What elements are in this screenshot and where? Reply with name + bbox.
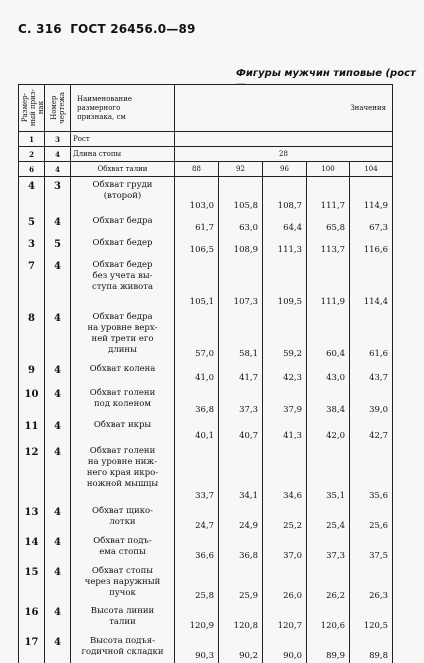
drawing-number: 3 (45, 177, 71, 213)
measurement-value: 106,5 (175, 235, 219, 257)
feature-name: Длина стопы (71, 147, 175, 162)
measurement-value: 39,0 (350, 385, 393, 417)
measurement-value: 25,6 (350, 503, 393, 533)
feature-name: Высота линии талии (71, 603, 175, 633)
measurement-value: 24,7 (175, 503, 219, 533)
measurement-value: 105,1 (175, 257, 219, 309)
measurement-value: 61,6 (350, 309, 393, 361)
measurement-value: 43,0 (307, 361, 350, 385)
feature-number: 2 (19, 147, 45, 162)
feature-value (175, 132, 393, 147)
measurement-value: 25,2 (263, 503, 307, 533)
feature-name: Обхват бедер (71, 235, 175, 257)
measurement-value: 111,3 (263, 235, 307, 257)
feature-number: 7 (19, 257, 45, 309)
measurement-value: 37,9 (263, 385, 307, 417)
waist-size-value: 100 (307, 162, 350, 177)
table-row (19, 417, 393, 443)
measurement-value: 114,4 (350, 257, 393, 309)
table-row (19, 385, 393, 417)
measurement-value: 36,8 (175, 385, 219, 417)
feature-name: Высота подъя- годичной складки (71, 633, 175, 663)
table-header-row (19, 85, 393, 132)
feature-number: 1 (19, 132, 45, 147)
drawing-number: 4 (45, 417, 71, 443)
measurement-value: 37,0 (263, 533, 307, 563)
measurement-value: 33,7 (175, 443, 219, 503)
measurement-value: 41,3 (263, 417, 307, 443)
measurement-value: 120,7 (263, 603, 307, 633)
table-row (19, 147, 393, 162)
table-row (19, 235, 393, 257)
feature-name: Обхват бедра на уровне верх- ней трети его длины (71, 309, 175, 361)
measurement-value: 42,3 (263, 361, 307, 385)
feature-number: 17 (19, 633, 45, 663)
measurement-value: 42,7 (350, 417, 393, 443)
measurement-value: 41,7 (219, 361, 263, 385)
measurement-value: 40,7 (219, 417, 263, 443)
measurement-value: 67,3 (350, 213, 393, 235)
table-row (19, 177, 393, 213)
standard-code: ГОСТ 26456.0—89 (70, 22, 196, 36)
measurement-value: 108,7 (263, 177, 307, 213)
feature-name: Обхват бедер без учета вы- ступа живота (71, 257, 175, 309)
page-header (18, 22, 200, 36)
feature-number: 3 (19, 235, 45, 257)
waist-size-value: 88 (175, 162, 219, 177)
table-row (19, 213, 393, 235)
measurement-value: 90,2 (219, 633, 263, 663)
measurement-value: 64,4 (263, 213, 307, 235)
feature-number: 9 (19, 361, 45, 385)
feature-number: 5 (19, 213, 45, 235)
measurement-value: 103,0 (175, 177, 219, 213)
drawing-number: 4 (45, 309, 71, 361)
measurement-value: 24,9 (219, 503, 263, 533)
measurement-value: 105,8 (219, 177, 263, 213)
feature-name: Обхват голени под коленом (71, 385, 175, 417)
measurement-value: 37,3 (219, 385, 263, 417)
waist-size-value: 92 (219, 162, 263, 177)
measurement-value: 37,3 (307, 533, 350, 563)
measurement-value: 61,7 (175, 213, 219, 235)
table-row (19, 361, 393, 385)
feature-name: Обхват подъ- ема стопы (71, 533, 175, 563)
measurement-value: 36,6 (175, 533, 219, 563)
header-values: Значения (175, 85, 393, 132)
measurement-value: 114,9 (350, 177, 393, 213)
header-feature-number: Размер- ный приз- нак (19, 85, 45, 132)
measurement-value: 63,0 (219, 213, 263, 235)
feature-name: Рост (71, 132, 175, 147)
measurement-value: 113,7 (307, 235, 350, 257)
drawing-number: 5 (45, 235, 71, 257)
feature-number: 13 (19, 503, 45, 533)
feature-name: Обхват икры (71, 417, 175, 443)
feature-name: Обхват груди (второй) (71, 177, 175, 213)
feature-number: 14 (19, 533, 45, 563)
measurement-value: 107,3 (219, 257, 263, 309)
measurement-value: 89,8 (350, 633, 393, 663)
feature-number: 16 (19, 603, 45, 633)
waist-size-value: 96 (263, 162, 307, 177)
table-row (19, 633, 393, 663)
table-row (19, 257, 393, 309)
feature-number: 15 (19, 563, 45, 603)
feature-name: Обхват колена (71, 361, 175, 385)
feature-number: 12 (19, 443, 45, 503)
measurement-value: 60,4 (307, 309, 350, 361)
measurement-value: 35,1 (307, 443, 350, 503)
measurement-value: 58,1 (219, 309, 263, 361)
measurement-value: 90,0 (263, 633, 307, 663)
measurement-value: 111,7 (307, 177, 350, 213)
measurement-value: 34,6 (263, 443, 307, 503)
table-row (19, 603, 393, 633)
measurements-table (18, 84, 393, 663)
measurement-value: 57,0 (175, 309, 219, 361)
measurement-value: 25,4 (307, 503, 350, 533)
measurement-value: 26,3 (350, 563, 393, 603)
table-row (19, 443, 393, 503)
measurement-value: 40,1 (175, 417, 219, 443)
measurement-value: 108,9 (219, 235, 263, 257)
feature-name: Обхват щико- лотки (71, 503, 175, 533)
measurement-value: 37,5 (350, 533, 393, 563)
drawing-number: 4 (45, 385, 71, 417)
drawing-number: 4 (45, 603, 71, 633)
drawing-number: 4 (45, 633, 71, 663)
drawing-number: 4 (45, 563, 71, 603)
measurement-value: 34,1 (219, 443, 263, 503)
feature-number: 6 (19, 162, 45, 177)
page-number: С. 316 (18, 22, 62, 36)
measurement-value: 90,3 (175, 633, 219, 663)
header-feature-name: Наименование размерного признака, см (71, 85, 175, 132)
measurement-value: 65,8 (307, 213, 350, 235)
measurement-value: 120,9 (175, 603, 219, 633)
drawing-number: 4 (45, 443, 71, 503)
measurement-value: 26,2 (307, 563, 350, 603)
feature-number: 10 (19, 385, 45, 417)
measurement-value: 111,9 (307, 257, 350, 309)
drawing-number: 4 (45, 361, 71, 385)
feature-name: Обхват талии (71, 162, 175, 177)
drawing-number: 4 (45, 533, 71, 563)
figure-title: Фигуры мужчин типовые (рост — (236, 68, 416, 90)
measurement-value: 42,0 (307, 417, 350, 443)
drawing-number: 4 (45, 257, 71, 309)
measurement-value: 38,4 (307, 385, 350, 417)
header-drawing-number: Номер чертежа (45, 85, 71, 132)
measurement-value: 41,0 (175, 361, 219, 385)
measurement-value: 120,5 (350, 603, 393, 633)
measurement-value: 36,8 (219, 533, 263, 563)
table-row (19, 132, 393, 147)
measurement-value: 120,8 (219, 603, 263, 633)
table-row (19, 533, 393, 563)
table-row (19, 162, 393, 177)
feature-number: 11 (19, 417, 45, 443)
measurement-value: 59,2 (263, 309, 307, 361)
table-row (19, 503, 393, 533)
feature-name: Обхват стопы через наружный пучок (71, 563, 175, 603)
measurement-value: 120,6 (307, 603, 350, 633)
drawing-number: 4 (45, 147, 71, 162)
feature-name: Обхват голени на уровне ниж- него края икро- ножной мышцы (71, 443, 175, 503)
measurement-value: 35,6 (350, 443, 393, 503)
feature-name: Обхват бедра (71, 213, 175, 235)
table-row (19, 309, 393, 361)
measurement-value: 109,5 (263, 257, 307, 309)
measurement-value: 89,9 (307, 633, 350, 663)
feature-number: 8 (19, 309, 45, 361)
drawing-number: 4 (45, 162, 71, 177)
measurement-value: 116,6 (350, 235, 393, 257)
feature-value: 28 (175, 147, 393, 162)
feature-number: 4 (19, 177, 45, 213)
drawing-number: 3 (45, 132, 71, 147)
measurement-value: 25,9 (219, 563, 263, 603)
drawing-number: 4 (45, 213, 71, 235)
measurement-value: 26,0 (263, 563, 307, 603)
drawing-number: 4 (45, 503, 71, 533)
waist-size-value: 104 (350, 162, 393, 177)
measurement-value: 25,8 (175, 563, 219, 603)
measurement-value: 43,7 (350, 361, 393, 385)
table-row (19, 563, 393, 603)
